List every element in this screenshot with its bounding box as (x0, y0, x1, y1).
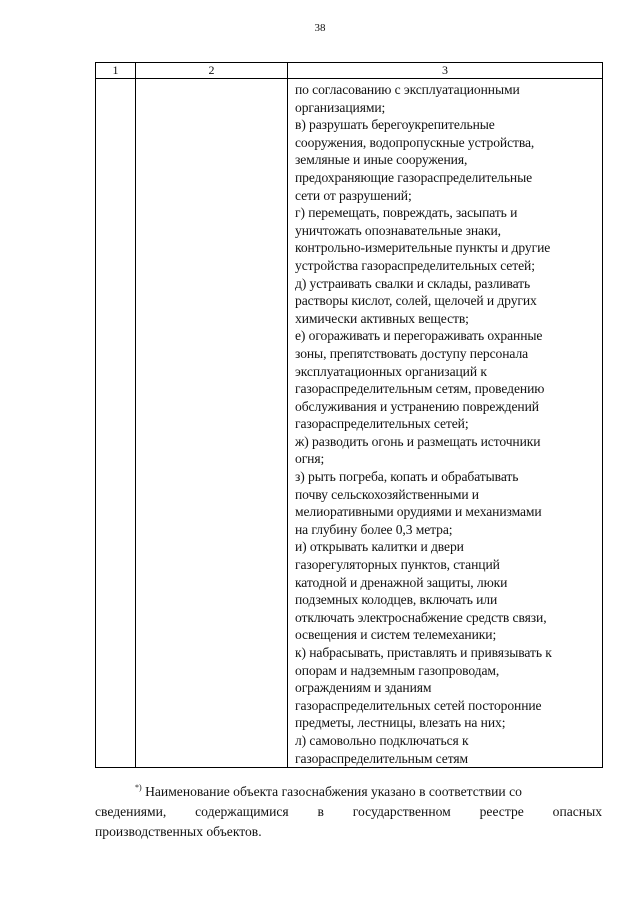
table-text-line: зоны, препятствовать доступу персонала (295, 345, 529, 361)
column-header-2: 2 (136, 63, 288, 79)
table-text-line: огня; (295, 451, 325, 467)
table-text-line: д) устраивать свалки и склады, разливать (295, 275, 531, 291)
table-text-line: отключать электроснабжение средств связи, (295, 609, 547, 625)
table-cell-col3 (288, 79, 603, 768)
table-text-line: почву сельскохозяйственными и (295, 486, 479, 502)
table-text-line: газорегуляторных пунктов, станций (295, 557, 500, 573)
footnote-word: государственном (352, 804, 451, 819)
table-text-line: з) рыть погреба, копать и обрабатывать (295, 469, 519, 485)
table-text-line: сооружения, водопропускные устройства, (295, 134, 535, 150)
table-text-line: химически активных веществ; (295, 310, 469, 326)
table-row (96, 79, 603, 768)
table-text-line: опорам и надземным газопроводам, (295, 662, 500, 678)
table-cell-col1 (96, 79, 136, 768)
table-text-line: ограждениям и зданиям (295, 680, 432, 696)
table-text-line: обслуживания и устранению повреждений (295, 398, 539, 414)
table-text-line: организациями; (295, 99, 386, 115)
table-text-line: сети от разрушений; (295, 187, 412, 203)
footnote-line-3: производственных объектов. (95, 824, 262, 839)
table-text-line: земляные и иные сооружения, (295, 152, 468, 168)
table-text-line: г) перемещать, повреждать, засыпать и (295, 205, 518, 221)
table-header-row (96, 63, 603, 79)
table-cell-col2 (136, 79, 288, 768)
table-text-line: в) разрушать берегоукрепительные (295, 117, 495, 133)
footnote (95, 778, 602, 842)
page-number: 38 (314, 22, 326, 34)
table-text-line: и) открывать калитки и двери (295, 539, 464, 555)
footnote-marker: *) (135, 783, 142, 792)
footnote-word: реестре (479, 804, 524, 819)
table-text-line: освещения и систем телемеханики; (295, 627, 497, 643)
table-text-line: растворы кислот, солей, щелочей и других (295, 293, 537, 309)
table-text-line: катодной и дренажной защиты, люки (295, 574, 508, 590)
table-text-line: эксплуатационных организаций к (295, 363, 487, 379)
table-text-line: уничтожать опознавательные знаки, (295, 222, 501, 238)
table-text-line: газораспределительных сетей посторонние (295, 697, 542, 713)
table-text-line: по согласованию с эксплуатационными (295, 82, 520, 97)
footnote-word: содержащимися (195, 804, 289, 819)
footnote-word: в (317, 804, 324, 819)
footnote-word: сведениями, (95, 804, 167, 819)
table-text-line: мелиоративными орудиями и механизмами (295, 504, 542, 520)
table-text-line: газораспределительных сетей; (295, 416, 469, 432)
table-text-line: газораспределительным сетям (295, 750, 469, 766)
table-text-line: газораспределительным сетям, проведению (295, 381, 545, 397)
table-text-line: предметы, лестницы, влезать на них; (295, 715, 506, 731)
table-text-line: л) самовольно подключаться к (295, 732, 469, 748)
footnote-line-1 (95, 778, 602, 802)
table-text-line: на глубину более 0,3 метра; (295, 521, 453, 537)
table-text-line: е) огораживать и перегораживать охранные (295, 328, 543, 344)
requirements-table (95, 62, 603, 768)
table-text-line: предохраняющие газораспределительные (295, 169, 533, 185)
table-text-line: ж) разводить огонь и размещать источники (295, 433, 541, 449)
footnote-word: опасных (552, 804, 602, 819)
footnote-text-1: Наименование объекта газоснабжения указано в соответствии со (145, 784, 522, 799)
table-text-line: к) набрасывать, приставлять и привязывать к (295, 645, 552, 660)
table-text-line: подземных колодцев, включать или (295, 592, 498, 608)
column-header-1: 1 (96, 63, 136, 79)
footnote-line-2 (95, 802, 602, 822)
table-text-line: устройства газораспределительных сетей; (295, 257, 535, 273)
table-text-line: контрольно-измерительные пункты и другие (295, 240, 551, 256)
column-header-3: 3 (288, 63, 603, 79)
